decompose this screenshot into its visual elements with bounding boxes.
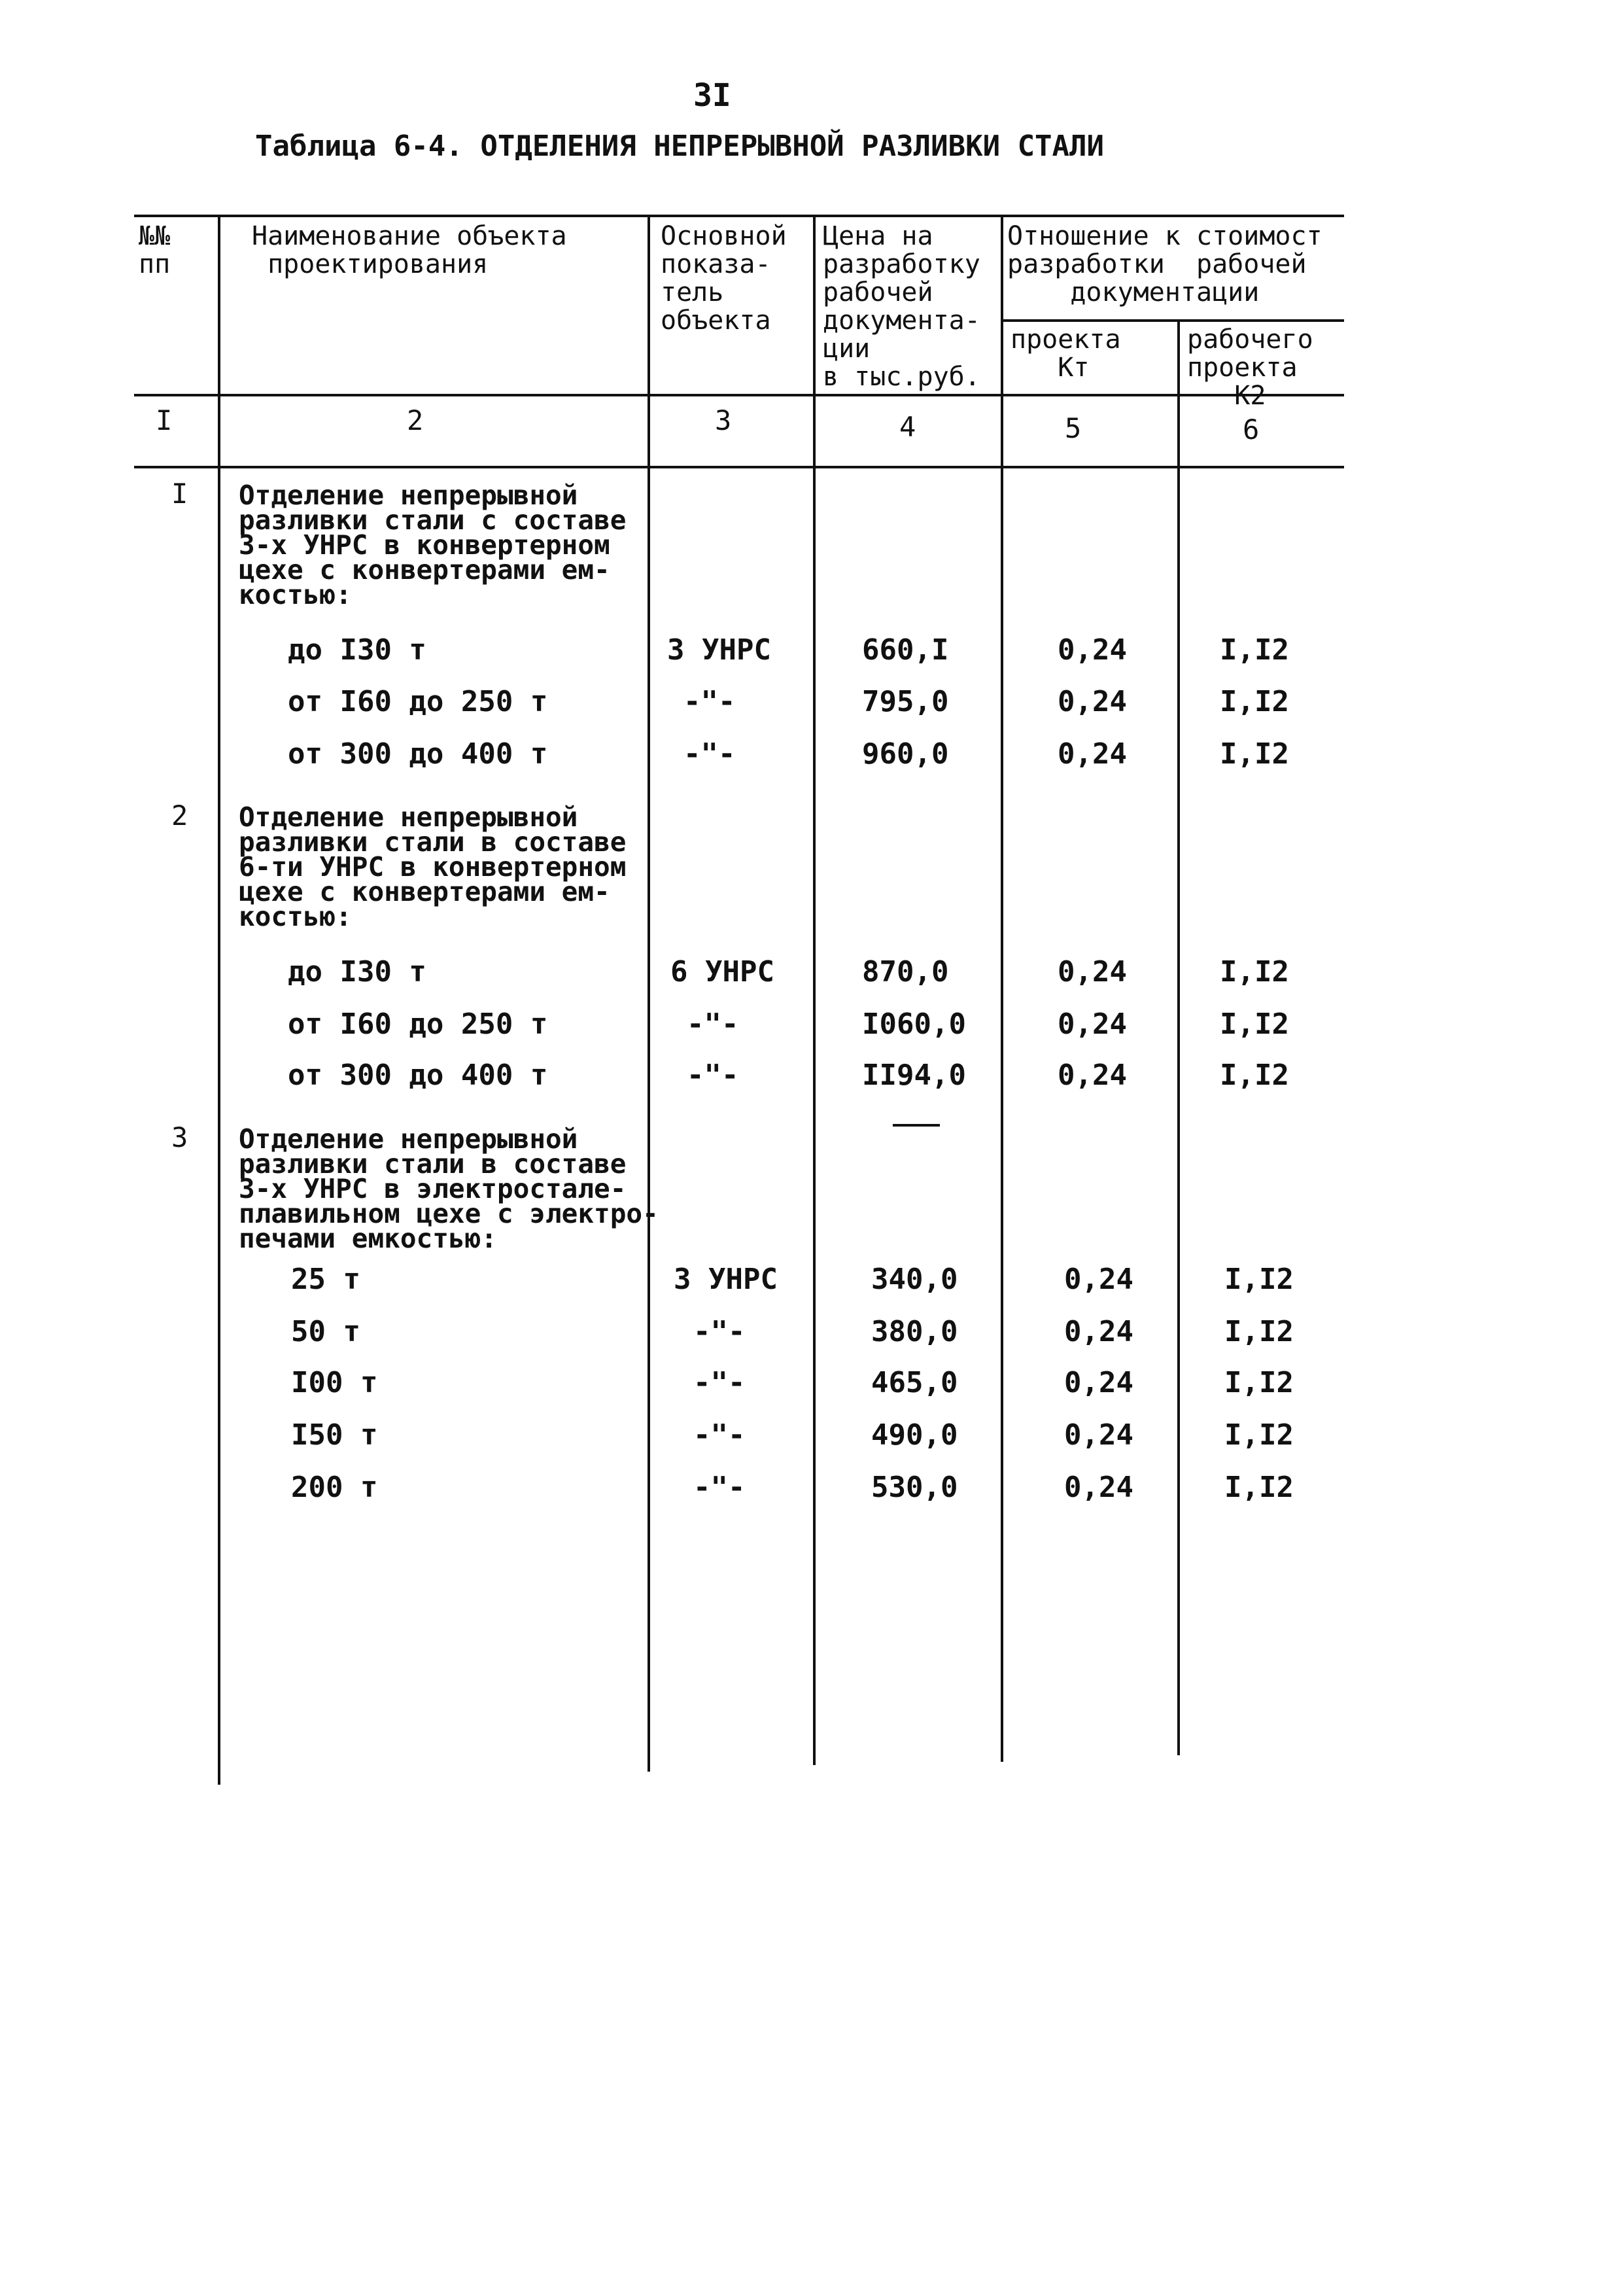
group-description: Отделение непрерывной разливки стали с составе 3-х УНРС в конвертерном цехе с конвертерами ем- костью: xyxy=(239,480,627,610)
row-price: 380,0 xyxy=(871,1315,958,1348)
col-divider-5 xyxy=(1177,319,1180,1755)
row-k2: I,I2 xyxy=(1220,1059,1289,1092)
row-price: 795,0 xyxy=(862,685,949,718)
subheader-rule xyxy=(1001,319,1344,322)
row-price: 660,I xyxy=(862,633,949,667)
row-name: 200 т xyxy=(291,1471,378,1504)
colnum-4: 4 xyxy=(899,411,916,443)
row-k2: I,I2 xyxy=(1224,1315,1294,1348)
row-price: 340,0 xyxy=(871,1263,958,1296)
row-name: 50 т xyxy=(291,1315,360,1348)
colnum-1: I xyxy=(156,404,173,436)
header-price: Цена на разработку рабочей документа- ции в тыс.руб. xyxy=(823,221,980,392)
row-indicator: -"- xyxy=(687,1059,739,1092)
row-k1: 0,24 xyxy=(1064,1471,1133,1504)
row-name: от I60 до 250 т xyxy=(288,1007,548,1041)
col-divider-3 xyxy=(813,215,816,1765)
row-k2: I,I2 xyxy=(1220,685,1289,718)
row-indicator: 6 УНРС xyxy=(670,955,774,989)
row-price: 530,0 xyxy=(871,1471,958,1504)
row-k2: I,I2 xyxy=(1224,1366,1294,1399)
row-name: от 300 до 400 т xyxy=(288,737,548,771)
row-name: от 300 до 400 т xyxy=(288,1059,548,1092)
colnum-2: 2 xyxy=(407,404,424,436)
row-price: 465,0 xyxy=(871,1366,958,1399)
header-k2: рабочего проекта К2 xyxy=(1187,324,1313,411)
row-k1: 0,24 xyxy=(1064,1418,1133,1452)
page-number: 3I xyxy=(693,77,731,114)
row-name: от I60 до 250 т xyxy=(288,685,548,718)
colnum-6: 6 xyxy=(1243,413,1260,446)
row-k1: 0,24 xyxy=(1058,1007,1127,1041)
row-name: I00 т xyxy=(291,1366,378,1399)
row-name: I50 т xyxy=(291,1418,378,1452)
row-k2: I,I2 xyxy=(1224,1418,1294,1452)
row-indicator: -"- xyxy=(693,1315,746,1348)
header-number: №№ пп xyxy=(139,221,171,279)
group-number: 2 xyxy=(171,799,188,832)
row-k1: 0,24 xyxy=(1064,1263,1133,1296)
header-name: Наименование объекта проектирования xyxy=(252,221,567,279)
colnum-3: 3 xyxy=(715,404,732,436)
row-indicator: 3 УНРС xyxy=(667,633,771,667)
row-indicator: 3 УНРС xyxy=(674,1263,778,1296)
row-indicator: -"- xyxy=(693,1366,746,1399)
table-top-rule xyxy=(134,215,1344,217)
row-indicator: -"- xyxy=(687,1007,739,1041)
row-k1: 0,24 xyxy=(1058,633,1127,667)
col-divider-1 xyxy=(218,215,220,1785)
col-divider-4 xyxy=(1001,215,1003,1762)
header-k1: проекта Кт xyxy=(1011,324,1121,383)
price-dash-mark xyxy=(893,1124,940,1127)
row-indicator: -"- xyxy=(693,1418,746,1452)
row-price: II94,0 xyxy=(862,1059,966,1092)
row-k1: 0,24 xyxy=(1058,685,1127,718)
table-title: Таблица 6-4. ОТДЕЛЕНИЯ НЕПРЕРЫВНОЙ РАЗЛИВКИ СТАЛИ xyxy=(255,130,1105,163)
row-name: до I30 т xyxy=(288,955,426,989)
col-divider-2 xyxy=(648,215,650,1772)
group-number: I xyxy=(171,478,188,510)
header-bottom-rule xyxy=(134,394,1344,396)
row-name: до I30 т xyxy=(288,633,426,667)
row-k2: I,I2 xyxy=(1220,633,1289,667)
header-indicator: Основной показа- тель объекта xyxy=(661,221,787,336)
row-name: 25 т xyxy=(291,1263,360,1296)
colnum-bottom-rule xyxy=(134,466,1344,468)
group-description: Отделение непрерывной разливки стали в составе 3-х УНРС в электростале- плавильном цехе с электро- печами емкостью: xyxy=(239,1123,659,1254)
row-k1: 0,24 xyxy=(1058,955,1127,989)
row-k2: I,I2 xyxy=(1220,1007,1289,1041)
group-description: Отделение непрерывной разливки стали в составе 6-ти УНРС в конвертерном цехе с конвертерами ем- костью: xyxy=(239,801,627,932)
row-indicator: -"- xyxy=(693,1471,746,1504)
colnum-5: 5 xyxy=(1065,412,1082,444)
group-number: 3 xyxy=(171,1121,188,1153)
row-k2: I,I2 xyxy=(1220,737,1289,771)
row-k2: I,I2 xyxy=(1224,1263,1294,1296)
row-k2: I,I2 xyxy=(1224,1471,1294,1504)
row-k1: 0,24 xyxy=(1058,1059,1127,1092)
row-indicator: -"- xyxy=(683,685,736,718)
row-price: 960,0 xyxy=(862,737,949,771)
row-k1: 0,24 xyxy=(1058,737,1127,771)
row-k2: I,I2 xyxy=(1220,955,1289,989)
row-k1: 0,24 xyxy=(1064,1315,1133,1348)
row-indicator: -"- xyxy=(683,737,736,771)
row-price: 870,0 xyxy=(862,955,949,989)
row-k1: 0,24 xyxy=(1064,1366,1133,1399)
row-price: 490,0 xyxy=(871,1418,958,1452)
row-price: I060,0 xyxy=(862,1007,966,1041)
header-ratio: Отношение к стоимост разработки рабочей документации xyxy=(1007,221,1322,307)
